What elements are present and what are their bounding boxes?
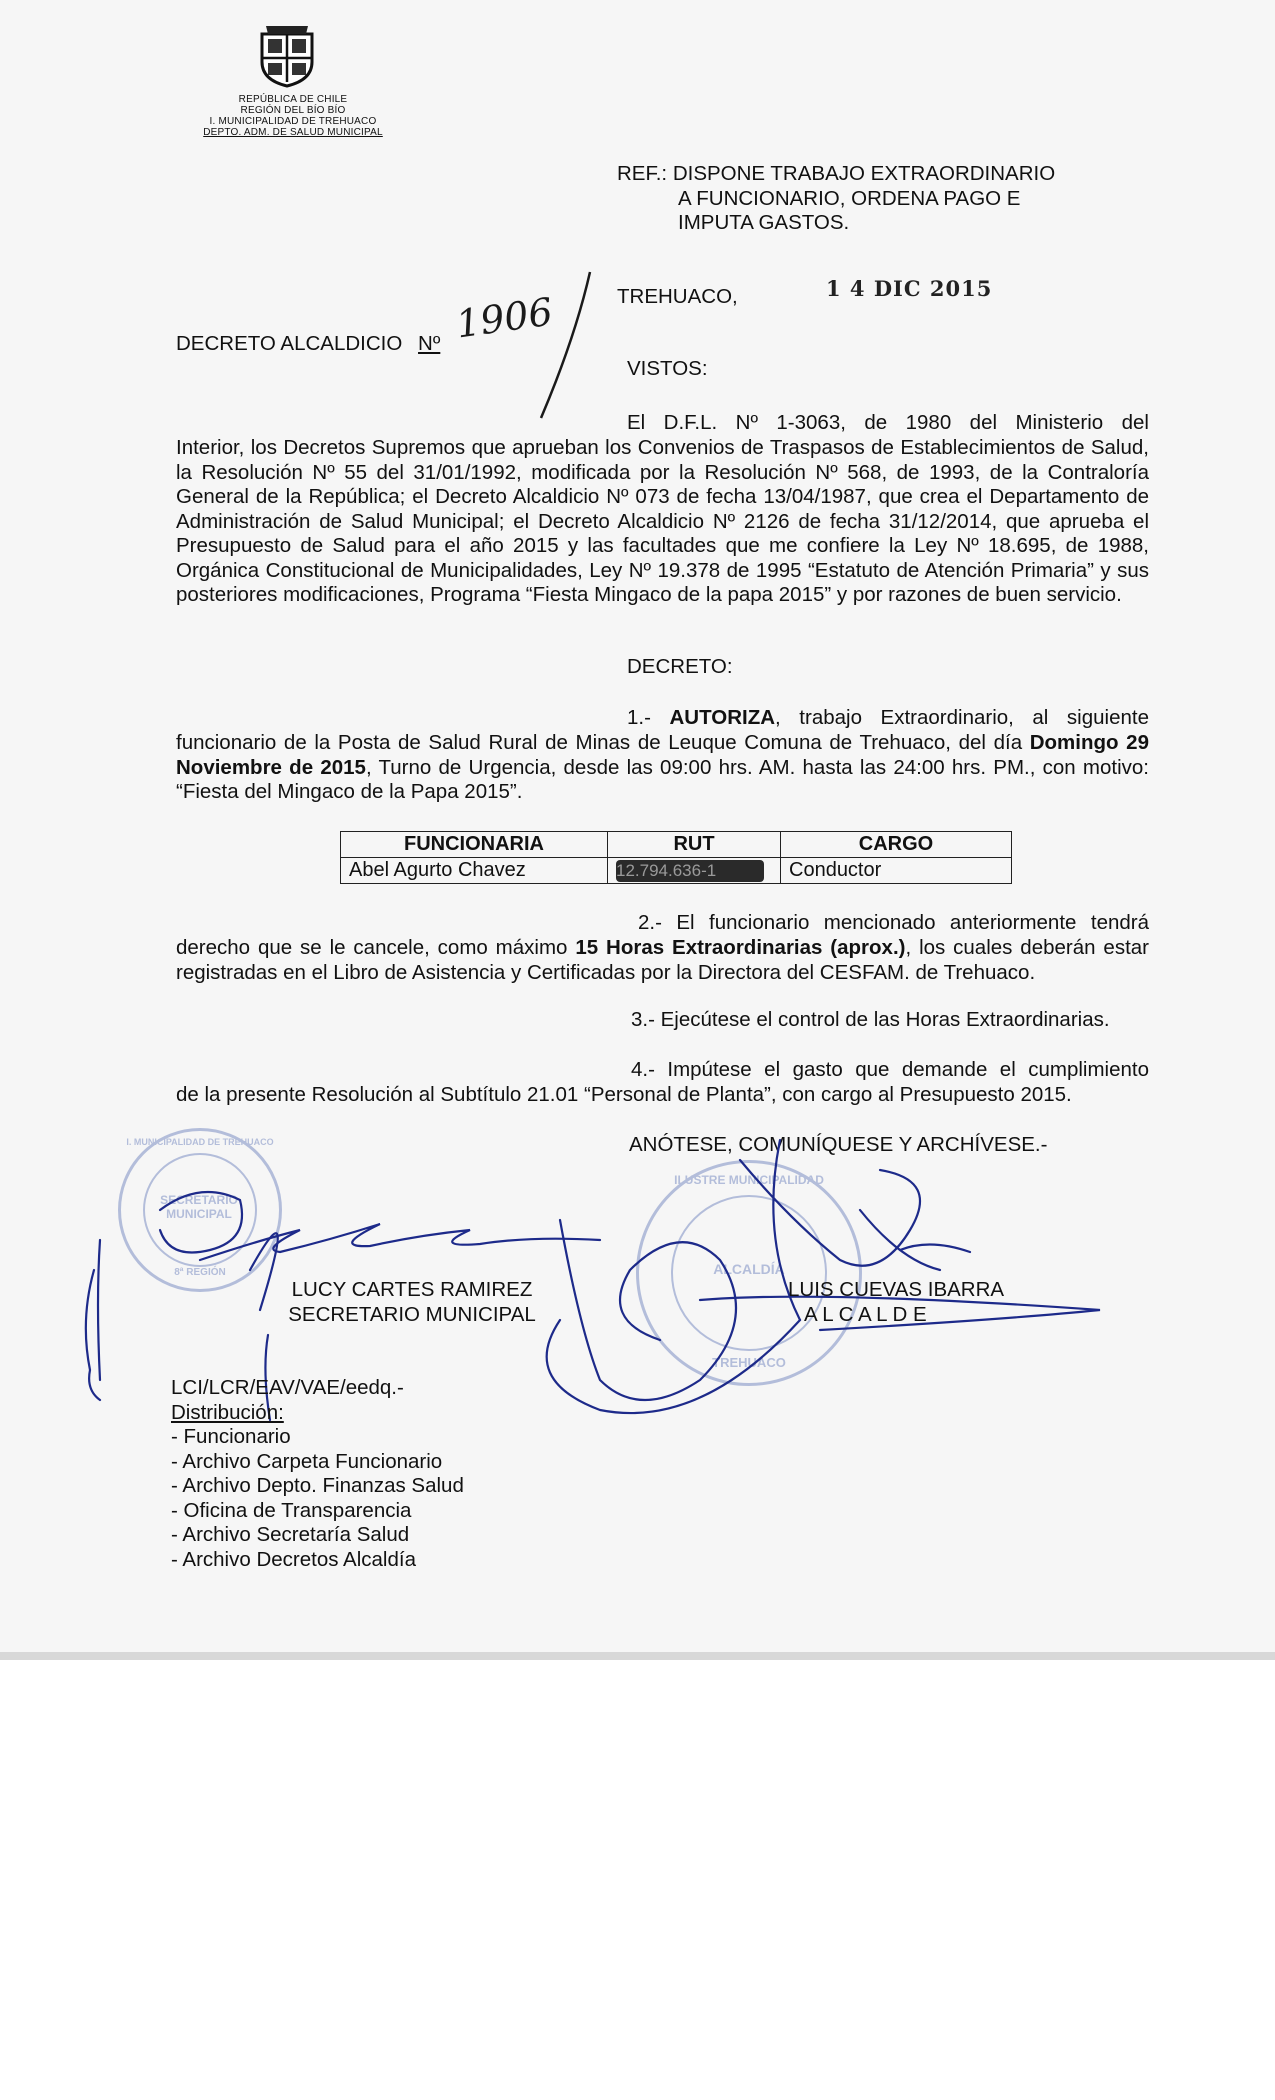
header-line-country: REPÚBLICA DE CHILE — [238, 94, 348, 105]
cell-name: Abel Agurto Chavez — [341, 858, 608, 884]
date-stamp: 1 4 DIC 2015 — [826, 276, 993, 301]
article-2-hours: 15 Horas Extraordinarias (aprox.) — [575, 936, 906, 959]
header-line-department: DEPTO. ADM. DE SALUD MUNICIPAL — [203, 127, 383, 138]
page-bottom-edge — [0, 1652, 1275, 1660]
vistos-heading: VISTOS: — [627, 357, 708, 380]
closing-formula: ANÓTESE, COMUNÍQUESE Y ARCHÍVESE.- — [629, 1133, 1048, 1156]
decree-article-3: 3.- Ejecútese el control de las Horas Extraordinarias. — [631, 1008, 1110, 1031]
coat-of-arms-logo — [256, 22, 318, 88]
decree-article-1-body — [176, 731, 1149, 805]
list-item: - Archivo Depto. Finanzas Salud — [171, 1474, 464, 1497]
signer-right-title: A L C A L D E — [804, 1302, 927, 1326]
article-2-body-text: derecho que se le cancele, como máximo — [176, 936, 568, 959]
reference-block — [617, 162, 1097, 236]
left-stamp-ring-text: I. MUNICIPALIDAD DE TREHUACO — [126, 1137, 274, 1147]
signer-right-name: LUIS CUEVAS IBARRA — [788, 1278, 1005, 1301]
decree-label: DECRETO ALCALDICIO — [176, 332, 403, 355]
decree-article-1-first-line — [627, 706, 1149, 731]
left-stamp-center-text: SECRETARIO MUNICIPAL — [160, 1193, 238, 1221]
right-stamp-center-text: ALCALDÍA — [713, 1261, 785, 1277]
decree-article-4-first-line: 4.- Impútese el gasto que demande el cumplimiento — [631, 1058, 1149, 1081]
header-line-region: REGIÓN DEL BÍO BÍO — [240, 105, 346, 116]
rut-value: 12.794.636-1 — [616, 861, 717, 880]
vistos-first-line: El D.F.L. Nº 1-3063, de 1980 del Ministerio del — [627, 411, 1149, 434]
cell-rut — [608, 858, 781, 884]
decree-number-prefix: Nº — [418, 332, 441, 355]
header-line-municipality: I. MUNICIPALIDAD DE TREHUACO — [209, 116, 377, 127]
article-1-first-rest: , trabajo Extraordinario, al siguiente — [775, 706, 1149, 729]
col-header-cargo: CARGO — [781, 832, 1012, 858]
table-header-row — [341, 832, 1012, 858]
decreto-heading: DECRETO: — [627, 655, 733, 678]
vistos-body: Interior, los Decretos Supremos que aprueban los Convenios de Traspasos de Establecimientos de Salud, la Resolución Nº 55 del 31/01/1992, modificada por la Resolución Nº 568, de 1993, de la Contraloría General de la República; el Decreto Alcaldicio Nº 073 de fecha 13/04/1987, que crea el Departamento de Administración de Salud Municipal; el Decreto Alcaldicio Nº 2126 de fecha 31/12/2014, que aprueba el Presupuesto de Salud para el año 2015 y las facultades que me confiere la Ley Nº 18.695, de 1988, Orgánica Constitucional de Municipalidades, Ley Nº 19.378 de 1995 “Estatuto de Atención Primaria” y sus posteriores modificaciones, Programa “Fiesta Mingaco de la papa 2015” y por razones de buen servicio. — [176, 436, 1149, 606]
article-2-body-rest: , los cuales deberán estar registradas en el Libro de Asistencia y Certificadas por la Directora del CESFAM. de Trehuaco. — [176, 936, 1149, 984]
cell-cargo: Conductor — [781, 858, 1012, 884]
right-stamp-ring-text: ILUSTRE MUNICIPALIDAD — [674, 1173, 824, 1187]
signer-right — [768, 1278, 1068, 1327]
initials: LCI/LCR/EAV/VAE/eedq.- — [171, 1376, 404, 1399]
ref-line-3: IMPUTA GASTOS. — [678, 211, 850, 234]
decree-slash-mark — [535, 268, 595, 428]
list-item: - Archivo Decretos Alcaldía — [171, 1547, 416, 1571]
right-stamp-bottom-text: TREHUACO — [712, 1355, 786, 1370]
article-1-keyword: AUTORIZA — [669, 706, 776, 729]
ref-line-2: A FUNCIONARIO, ORDENA PAGO E — [678, 186, 1021, 210]
distribution-heading: Distribución: — [171, 1400, 284, 1424]
list-item: - Funcionario — [171, 1425, 291, 1448]
decree-article-2-body — [176, 936, 1149, 985]
ref-line-1: REF.: DISPONE TRABAJO EXTRAORDINARIO — [617, 162, 1056, 185]
article-1-body-text: funcionario de la Posta de Salud Rural de Minas de Leuque Comuna de Trehuaco, del día — [176, 731, 1023, 754]
article-1-number: 1.- — [627, 706, 651, 729]
left-stamp-bottom-text: 8ª REGIÓN — [174, 1267, 226, 1278]
decree-title — [176, 332, 440, 357]
list-item: - Archivo Secretaría Salud — [171, 1523, 410, 1546]
col-header-rut: RUT — [608, 832, 781, 858]
institution-header — [178, 94, 408, 138]
distribution-list — [171, 1425, 591, 1572]
decree-number-handwritten: 1906 — [453, 289, 556, 347]
place-label: TREHUACO, — [617, 285, 738, 308]
decree-article-2-first-line: 2.- El funcionario mencionado anteriormente tendrá — [638, 911, 1149, 934]
decree-article-4-body: de la presente Resolución al Subtítulo 21.01 “Personal de Planta”, con cargo al Presupuesto 2015. — [176, 1083, 1072, 1106]
signer-left-title: SECRETARIO MUNICIPAL — [288, 1302, 536, 1326]
signer-left-name: LUCY CARTES RAMIREZ — [291, 1278, 533, 1301]
table-row — [341, 858, 1012, 884]
signer-left — [262, 1278, 562, 1327]
list-item: - Archivo Carpeta Funcionario — [171, 1449, 443, 1473]
article-1-body-rest: , Turno de Urgencia, desde las 09:00 hrs. AM. hasta las 24:00 hrs. PM., con motivo: “Fiesta del Mingaco de la Papa 2015”. — [176, 755, 1149, 803]
footer-block — [171, 1376, 591, 1572]
article-1-date: Domingo 29 Noviembre de 2015 — [176, 731, 1149, 779]
col-header-funcionaria: FUNCIONARIA — [341, 832, 608, 858]
employee-table — [340, 831, 1012, 884]
list-item: - Oficina de Transparencia — [171, 1498, 412, 1522]
